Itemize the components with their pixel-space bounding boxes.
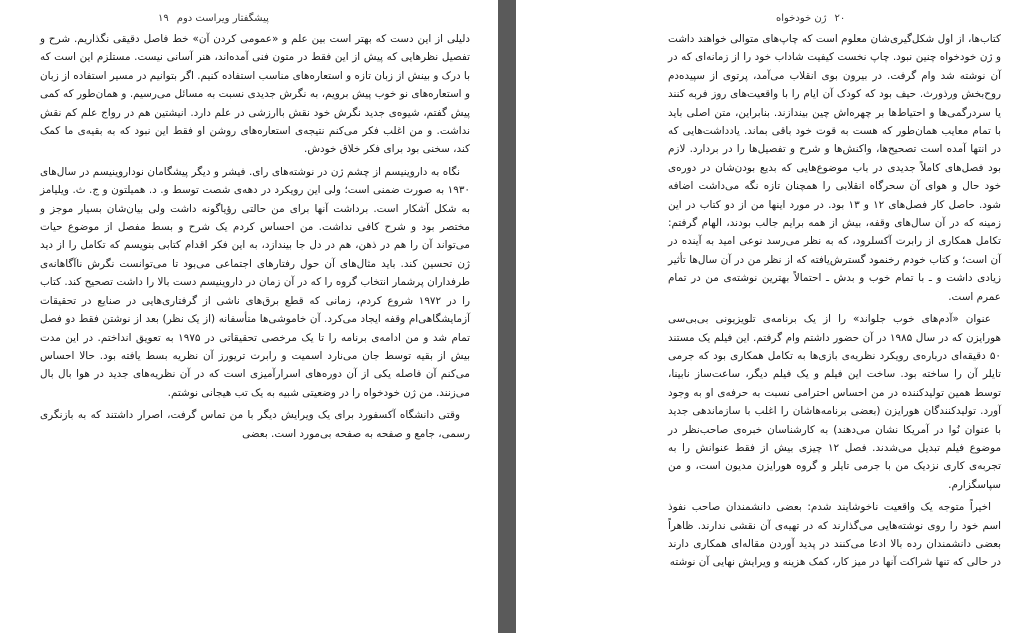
right-page: [516, 0, 1024, 633]
left-paragraph-3: وقتی دانشگاه آکسفورد برای یک ویرایش دیگر با من تماس گرفت، اصرار داشتند که به بازنگری رسمی، جامع و صفحه به صفحه بی‌مورد است. بعضی: [40, 409, 470, 440]
left-paragraph-1: دلیلی از این دست که بهتر است بین علم و «عمومی کردن آن» خط فاصل دقیقی نگذاریم. شرح و تفصیل نظرهایی که پیش از این فقط در متون فنی آمده‌اند، هنر آسانی نیست. مستلزم این است که با درک و بینش از زبان تازه و استعاره‌های مناسب استفاده کنیم. اگر بتوانیم در مسیر استفاده از زبان و استعاره‌های نو خوب پیش برویم، به نگرش جدیدی نسبت به مسائل می‌رسیم. و همان‌طور که کمی پیش گفتم، شیوه‌ی جدید نگرش خود نقش باارزشی در علم دارد. انیشتین هم در رواج علم کم نقش نداشت. و من اغلب فکر می‌کنم نتیجه‌ی استعاره‌های روشن او فقط این نبود که به بقیه‌ی ما کمک کند، سخنی بود برای فکر خلاق خودش.: [40, 33, 470, 156]
left-page-header: [150, 13, 269, 24]
right-paragraph-1: کتاب‌ها، از اول شکل‌گیری‌شان معلوم است که چاپ‌های متوالی خواهند داشت و ژن خودخواه چنین نبود. چاپ نخست کیفیت شاداب خود را از زمانه‌ای که در آن نوشته شد وام گرفت. در بیرون بوی انقلاب می‌آمد، پرتوی از سپیده‌دم روح‌بخش ورذورث. حیف بود که کودک آن ایام را با واقعیت‌های روز فربه کنند یا سردرگمی‌ها و احتیاط‌ها بر چهره‌اش چین بیندازند. بنابراین، متن اصلی باید با تمام معایب همان‌طور که هست به قوت خود باقی بماند. یادداشت‌هایی که در انتها آمده است تصحیح‌ها، واکنش‌ها و شرح و تفصیل‌ها را در بردارد. لازم بود فصل‌های کاملاً جدیدی در باب موضوع‌هایی که بدیع بودن‌شان در دوره‌ی خود حال و هوای آن سحرگاه انقلابی را همچنان تازه نگه می‌داشت اضافه شود. حاصل کار فصل‌های ۱۲ و ۱۳ بود. در مورد اینها من از دو کتاب در این زمینه که در آن سال‌های وقفه، بیش از همه برایم جالب بودند، الهام گرفتم: تکامل همکاری از رابرت آکسلرود، که به نظر می‌رسد نوعی امید به آینده در آن است؛ و کتاب خودم رخنمود گسترش‌یافته که از نظر من در آن سال‌ها تأثیر زیادی داشت و ـ با تمام خوب و بدش ـ احتمالاً بهترین نوشته‌ی من در تمام عمرم است.: [668, 33, 1002, 303]
left-page: [0, 0, 498, 633]
left-header-title: پیشگفتار ویراست دوم: [176, 13, 269, 24]
book-gutter: [498, 0, 516, 633]
left-paragraph-2: نگاه به داروینیسم از چشم ژن در نوشته‌های رای. فیشر و دیگر پیشگامان نوداروینیسم در سال‌های ۱۹۳۰ به صورت ضمنی است؛ ولی این رویکرد در دهه‌ی شصت توسط و. د. همیلتون و ج. ث. ویلیامز به شکل آشکار است. برداشت آنها برای من حالتی رؤیاگونه داشت ولی بیان‌شان بسیار موجز و مختصر بود و شرح کافی نداشت. من احساس کردم یک شرح و بسط مفصل از موضوع حیات می‌تواند آن را هم در ذهن، هم در دل جا بیندازد، به این فکر اقدام کتابی بنویسم که تکامل را از دید ژن تحسین کند. باید مثال‌های آن حول رفتارهای اجتماعی می‌بود تا می‌توانست نگرش ناآگاهانه‌ی طرفداران پرشمار انتخاب گروه را که در آن زمان در داروینیسم دست بالا را داشت تصحیح کند. کتاب را در ۱۹۷۲ شروع کردم، زمانی که قطع برق‌های ناشی از گرفتاری‌هایی در صنایع در تحقیقات آزمایشگاهی‌ام وقفه ایجاد می‌کرد. آن خاموشی‌ها متأسفانه (از یک نظر) بعد از نوشتن فقط دو فصل تمام شد و من ادامه‌ی برنامه را تا یک مرخصی تحقیقاتی در ۱۹۷۵ به تعویق انداختم. در این مدت بیش از بقیه توسط جان می‌نارد اسمیت و رابرت تریورز آن نظریه بسط یافته بود. حالا احساس می‌کنم آن فاصله یکی از آن دوره‌های اسرارآمیزی است که در آن نظریه‌های جدید در هوا بال بال می‌زنند. من ژن خودخواه را در وضعیتی شبیه به یک تب هیجانی نوشتم.: [40, 165, 470, 399]
right-paragraph-2: عنوان «آدم‌های خوب جلواند» را از یک برنامه‌ی تلویزیونی بی‌بی‌سی هورایزن که در سال ۱۹۸۵ در آن حضور داشتم وام گرفتم. این فیلم یک مستند ۵۰ دقیقه‌ای درباره‌ی رویکرد نظریه‌ی بازی‌ها به تکامل همکاری بود که جرمی تایلر آن را ساخته بود. ساخت این فیلم و یک فیلم دیگر، ساعت‌ساز نابینا، توسط همین تولیدکننده در من احساس احترامی نسبت به حرفه‌ی او به وجود آورد. تولیدکنندگان هورایزن (بعضی برنامه‌هاشان را اغلب با سازماندهی جدید با عنوان نُوا در آمریکا نشان می‌دهند) به کارشناسان خبره‌ی صاحب‌نظر در موضوع فیلم تبدیل می‌شدند. فصل ۱۲ چیزی بیش از فقط عنوانش را به تجربه‌ی کاری نزدیک من با جرمی تایلر و گروه هورایزن مدیون است، و من سپاسگزارم.: [668, 313, 1002, 491]
right-page-header: [776, 13, 853, 24]
right-header-title: ژن خودخواه: [776, 13, 827, 24]
left-page-number: ۱۹: [158, 13, 169, 24]
left-page-body: [40, 30, 470, 443]
right-page-number: ۲۰: [834, 13, 846, 24]
right-page-body: [668, 30, 1001, 572]
right-paragraph-3: اخیراً متوجه یک واقعیت ناخوشایند شدم: بعضی دانشمندان صاحب نفوذ اسم خود را روی نوشته‌هایی می‌گذارند که در تهیه‌ی آن نقشی ندارند. ظاهراً بعضی دانشمندان رده بالا ادعا می‌کنند در پدید آوردن مقاله‌ای همکاری دارند در حالی که تنها شراکت آنها در میز کار، کمک هزینه و ویرایش نهایی آن نوشته: [668, 501, 1001, 569]
